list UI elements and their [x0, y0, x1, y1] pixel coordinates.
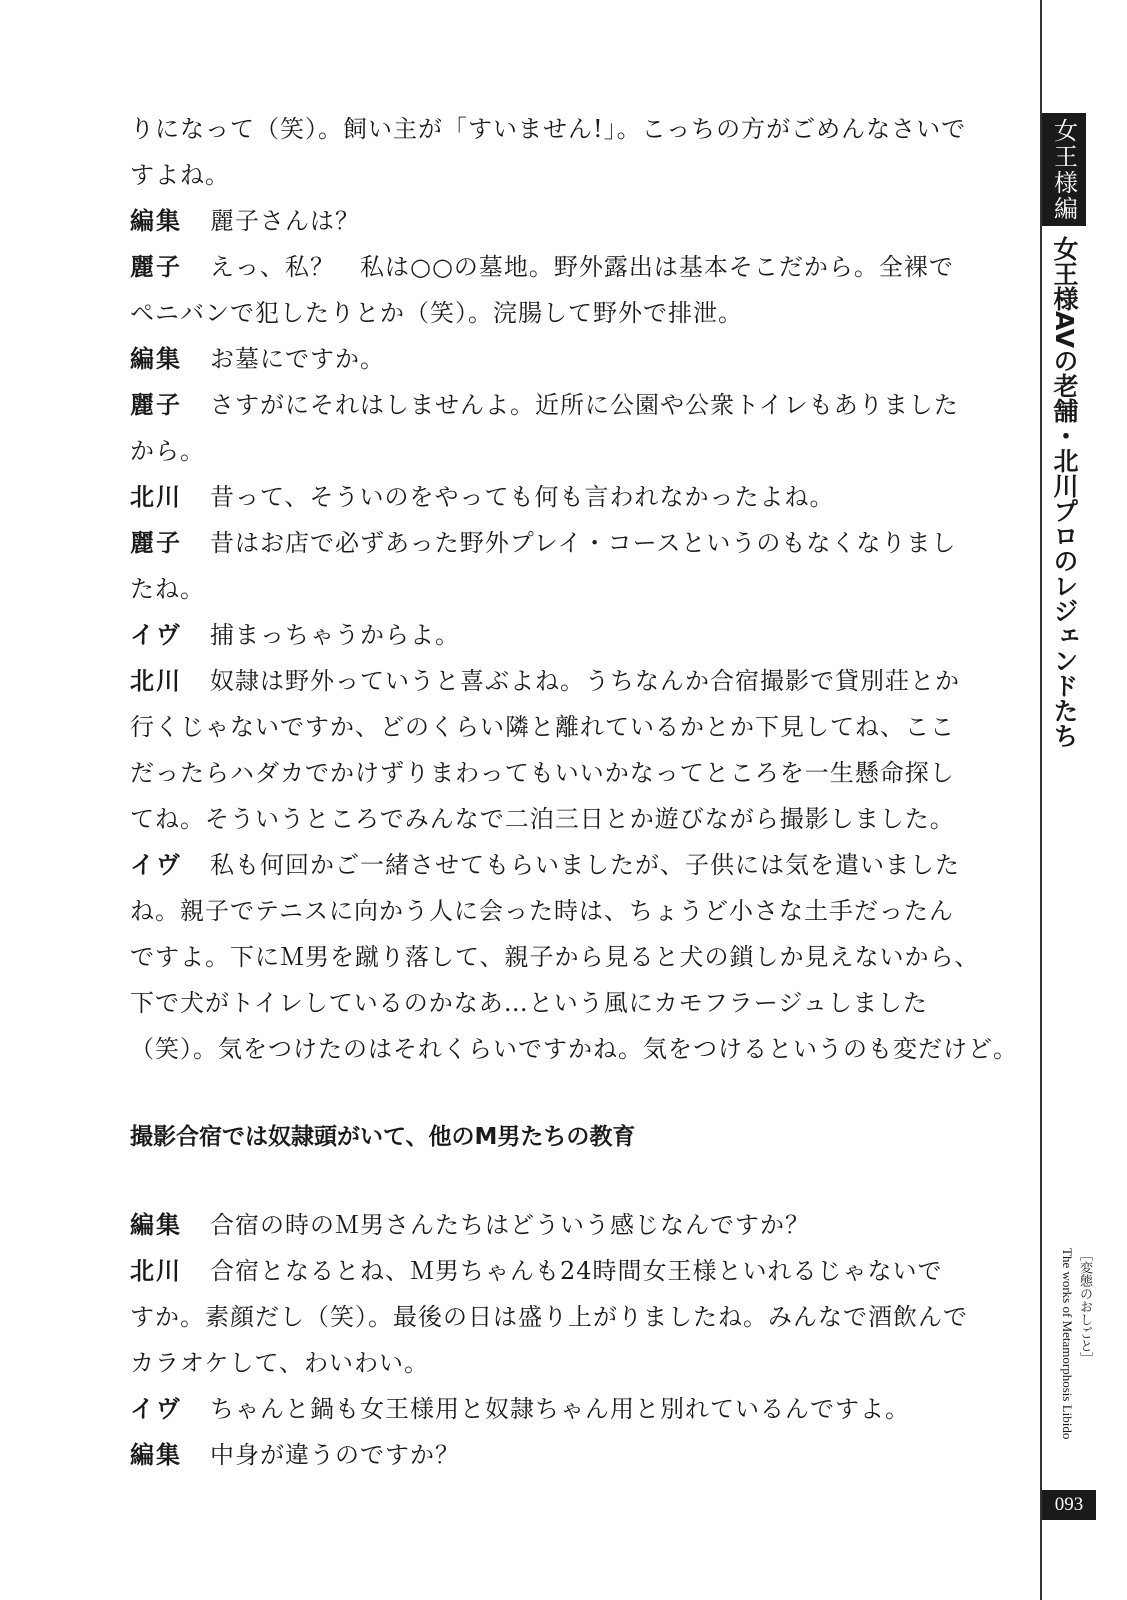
line-text: 合宿となるとね、Ｍ男ちゃんも24時間女王様といれるじゃないで [210, 1257, 943, 1285]
text-line [130, 152, 1000, 198]
speaker-label: イヴ [130, 851, 182, 879]
line-text: だったらハダカでかけずりまわってもいいかなってところを一生懸命探し [130, 759, 955, 787]
line-text: 捕まっちゃうからよ。 [210, 621, 460, 649]
category-tab: 女王様編 [1042, 113, 1086, 226]
text-line [130, 1386, 1000, 1432]
text-line [130, 428, 1000, 474]
text-line [130, 1294, 1000, 1340]
text-line [130, 244, 1000, 290]
text-line [130, 750, 1000, 796]
line-text: 昔って、そういのをやっても何も言われなかったよね。 [210, 483, 835, 511]
text-line [130, 106, 1000, 152]
speaker-label: 麗子 [130, 391, 182, 419]
text-line [130, 980, 1000, 1026]
text-line [130, 520, 1000, 566]
spacer [130, 1072, 1000, 1114]
speaker-label: 編集 [130, 1211, 182, 1239]
text-line [130, 382, 1000, 428]
text-line [130, 1202, 1000, 1248]
line-text: 中身が違うのですか？ [210, 1441, 460, 1469]
line-text: りになって（笑）。飼い主が「すいません!」。こっちの方がごめんなさいで [130, 115, 967, 143]
text-line [130, 934, 1000, 980]
series-label [1044, 1248, 1094, 1468]
line-text: ね。親子でテニスに向かう人に会った時は、ちょうど小さな土手だったん [130, 897, 955, 925]
text-line [130, 474, 1000, 520]
line-text: さすがにそれはしませんよ。近所に公園や公衆トイレもありました [210, 391, 959, 419]
text-line [130, 198, 1000, 244]
line-text: 私も何回かご一緒させてもらいましたが、子供には気を遣いました [210, 851, 960, 879]
line-text: 昔はお店で必ずあった野外プレイ・コースというのもなくなりまし [210, 529, 957, 557]
speaker-label: 北川 [130, 483, 182, 511]
line-text: 麗子さんは？ [210, 207, 360, 235]
line-text: ちゃんと鍋も女王様用と奴隷ちゃん用と別れているんですよ。 [210, 1395, 910, 1423]
speaker-label: 編集 [130, 1441, 182, 1469]
line-text: すか。素顔だし（笑）。最後の日は盛り上がりましたね。みんなで酒飲んで [130, 1303, 968, 1331]
text-line [130, 658, 1000, 704]
series-en: The works of Metamorphosis Libido [1060, 1248, 1075, 1440]
dialogue-block [130, 106, 1018, 1072]
speaker-label: イヴ [130, 1395, 182, 1423]
text-line [130, 1248, 1000, 1294]
spacer [130, 1160, 1000, 1202]
section-heading: 撮影合宿では奴隷頭がいて、他のM男たちの教育 [130, 1124, 636, 1150]
speaker-label: 編集 [130, 345, 182, 373]
line-text: ですよ。下にＭ男を蹴り落して、親子から見ると犬の鎖しか見えないから、 [130, 943, 980, 971]
speaker-label: イヴ [130, 621, 182, 649]
text-line [130, 336, 1000, 382]
line-text: たね。 [130, 575, 205, 603]
text-line [130, 566, 1000, 612]
line-text: カラオケして、わいわい。 [130, 1349, 430, 1377]
line-text: ペニバンで犯したりとか（笑）。浣腸して野外で排泄。 [130, 299, 743, 327]
text-line [130, 842, 1000, 888]
line-text: 奴隷は野外っていうと喜ぶよね。うちなんか合宿撮影で貸別荘とか [210, 667, 960, 695]
line-text: すよね。 [130, 161, 230, 189]
series-jp: ［変態のおしごと］ [1078, 1248, 1093, 1365]
line-text: えっ、私？ 私は○○の墓地。野外露出は基本そこだから。全裸で [210, 253, 954, 281]
text-line [130, 1340, 1000, 1386]
speaker-label: 麗子 [130, 529, 182, 557]
line-text: 合宿の時のＭ男さんたちはどういう感じなんですか？ [210, 1211, 810, 1239]
speaker-label: 麗子 [130, 253, 182, 281]
text-line [130, 796, 1000, 842]
text-line [130, 1432, 1000, 1478]
text-line [130, 290, 1000, 336]
line-text: （笑）。気をつけたのはそれくらいですかね。気をつけるというのも変だけど。 [130, 1035, 1018, 1063]
text-line [130, 704, 1000, 750]
text-line [130, 612, 1000, 658]
text-line [130, 888, 1000, 934]
speaker-label: 北川 [130, 667, 182, 695]
line-text: 行くじゃないですか、どのくらい隣と離れているかとか下見してね、ここ [130, 713, 955, 741]
speaker-label: 編集 [130, 207, 182, 235]
line-text: 下で犬がトイレしているのかなあ…という風にカモフラージュしました [130, 989, 928, 1017]
text-line [130, 1026, 1018, 1072]
chapter-title: 女王様AVの老舗・北川プロのレジェンドたち [1050, 236, 1079, 748]
page-number: 093 [1042, 1490, 1096, 1520]
dialogue-block [130, 1202, 1000, 1478]
body-text [130, 106, 1018, 1478]
line-text: お墓にですか。 [210, 345, 385, 373]
line-text: から。 [130, 437, 205, 465]
speaker-label: 北川 [130, 1257, 182, 1285]
line-text: てね。そういうところでみんなで二泊三日とか遊びながら撮影しました。 [130, 805, 955, 833]
